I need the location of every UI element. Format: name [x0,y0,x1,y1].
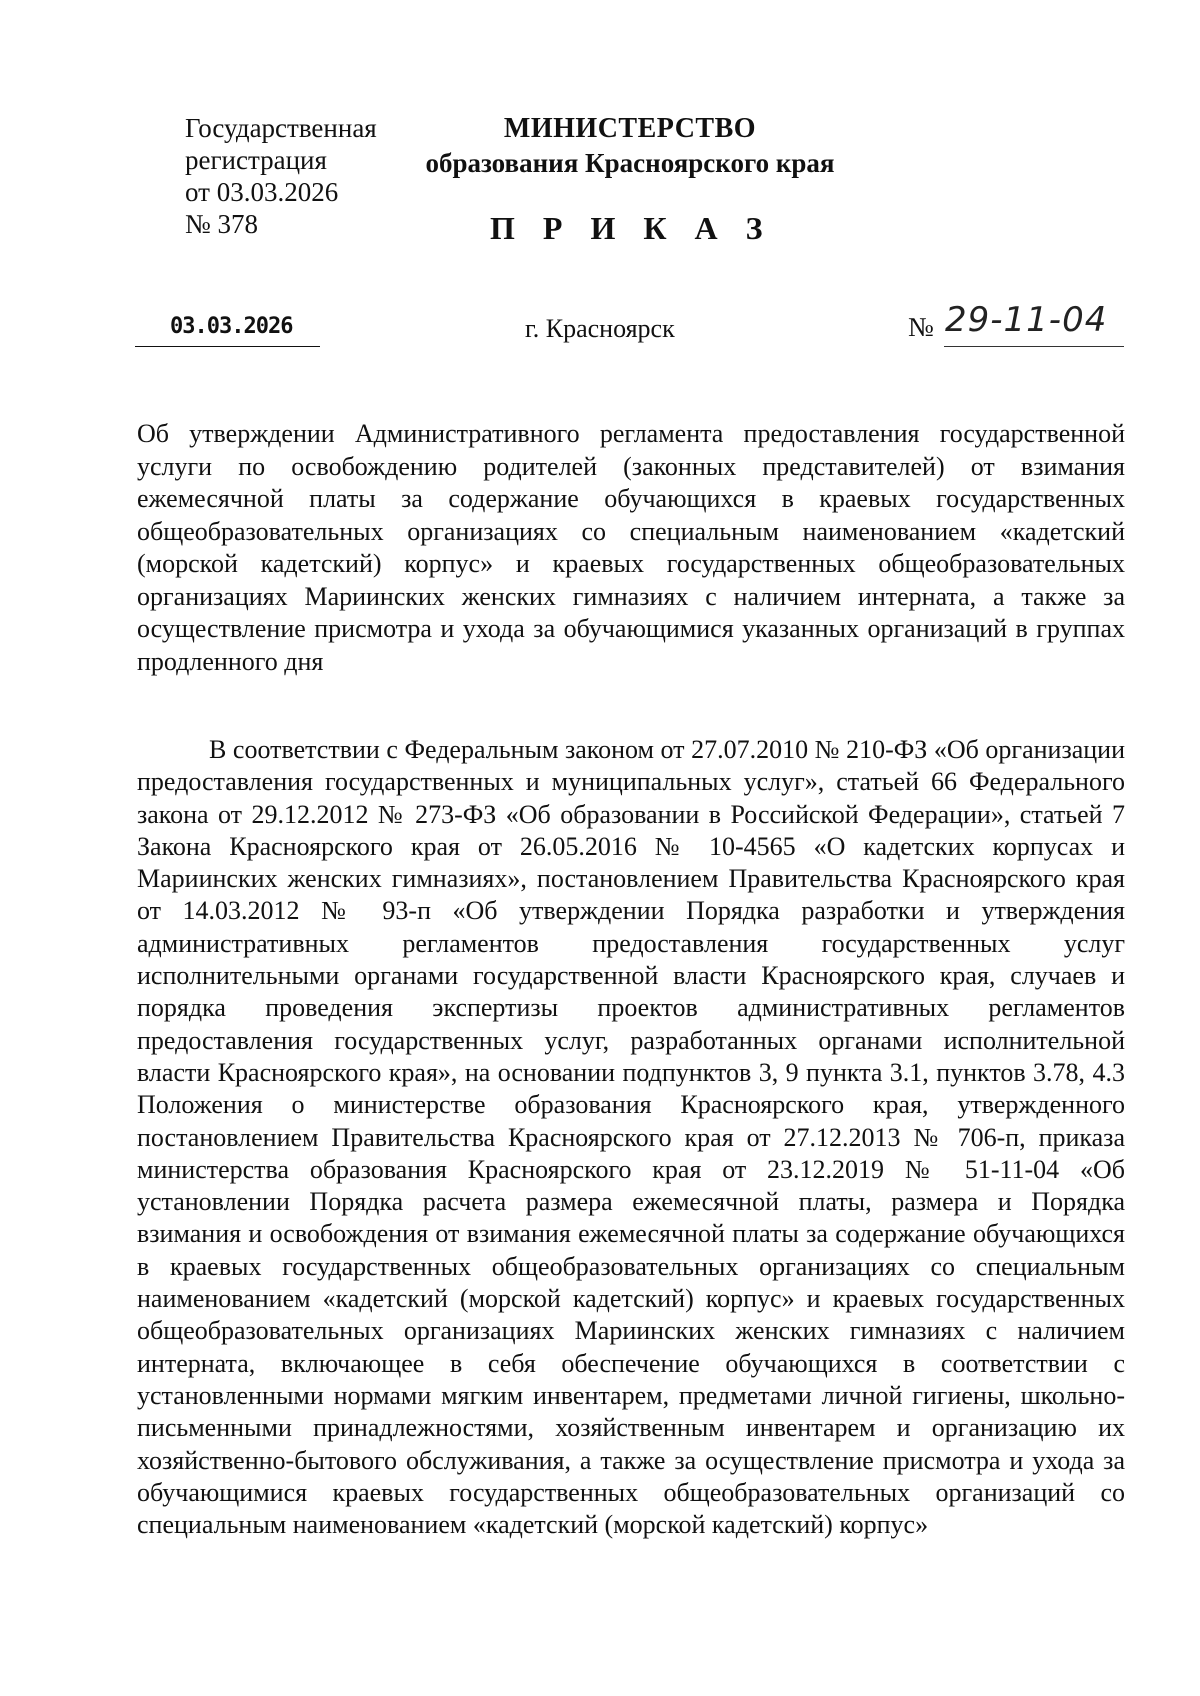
registration-line-2: регистрация [185,145,327,175]
registration-line-1: Государственная [185,113,377,143]
order-number-label: № [908,312,934,342]
registration-stamp [185,112,377,240]
order-city: г. Красноярск [525,314,675,343]
order-number-handwritten: 29-11-04 [945,300,1108,340]
registration-line-4: № 378 [185,209,259,239]
ministry-subtitle: образования Красноярского края [425,148,835,178]
ministry-header [390,112,870,180]
order-date: 03.03.2026 [170,314,293,339]
registration-line-3: от 03.03.2026 [185,177,339,207]
order-body [137,734,1125,1541]
number-underline [944,346,1124,347]
ministry-name: МИНИСТЕРСТВО [503,113,757,144]
document-type-heading: П Р И К А З [490,210,773,246]
order-title: Об утверждении Административного регламента предоставления государственной услуги по освобождению родителей (законных представителей) от взимания ежемесячной платы за содержание обучающихся в краевых государственных общеобразовательных организациях со специальным наименованием «кадетский (морской кадетский) корпус» и краевых государственных общеобразовательных организациях Мариинских женских гимназиях с наличием интерната, а также за осуществление присмотра и ухода за обучающимися указанных организаций в группах продленного дня [137,419,1125,676]
body-paragraph: В соответствии с Федеральным законом от 27.07.2010 № 210-ФЗ «Об организации предоставления государственных и муниципальных услуг», статьей 66 Федерального закона от 29.12.2012 № 273-ФЗ «Об образовании в Российской Федерации», статьей 7 Закона Красноярского края от 26.05.2016 № 10-4565 «О кадетских корпусах и Мариинских женских гимназиях», постановлением Правительства Красноярского края от 14.03.2012 № 93-п «Об утверждении Порядка разработки и утверждения административных регламентов предоставления государственных услуг исполнительными органами государственной власти Красноярского края, случаев и порядка проведения экспертизы проектов административных регламентов предоставления государственных услуг, разработанных органами исполнительной власти Красноярского края», на основании подпунктов 3, 9 пункта 3.1, пунктов 3.78, 4.3 Положения о министерстве образования Красноярского края, утвержденного постановлением Правительства Красноярского края от 27.12.2013 № 706-п, приказа министерства образования Красноярского края от 23.12.2019 № 51-11-04 «Об установлении Порядка расчета размера ежемесячной платы, размера и Порядка взимания и освобождения от взимания ежемесячной платы за содержание обучающихся в краевых государственных общеобразовательных организациях со специальным наименованием «кадетский (морской кадетский) корпус» и краевых государственных общеобразовательных организациях Мариинских женских гимназиях с наличием интерната, включающее в себя обеспечение обучающихся в соответствии с установленными нормами мягким инвентарем, предметами личной гигиены, школьно-письменными принадлежностями, хозяйственным инвентарем и организацию их хозяйственно-бытового обслуживания, а также за осуществление присмотра и ухода за обучающимися краевых государственных общеобразовательных организаций со специальным наименованием «кадетский (морской кадетский) корпус» [137,735,1125,1540]
